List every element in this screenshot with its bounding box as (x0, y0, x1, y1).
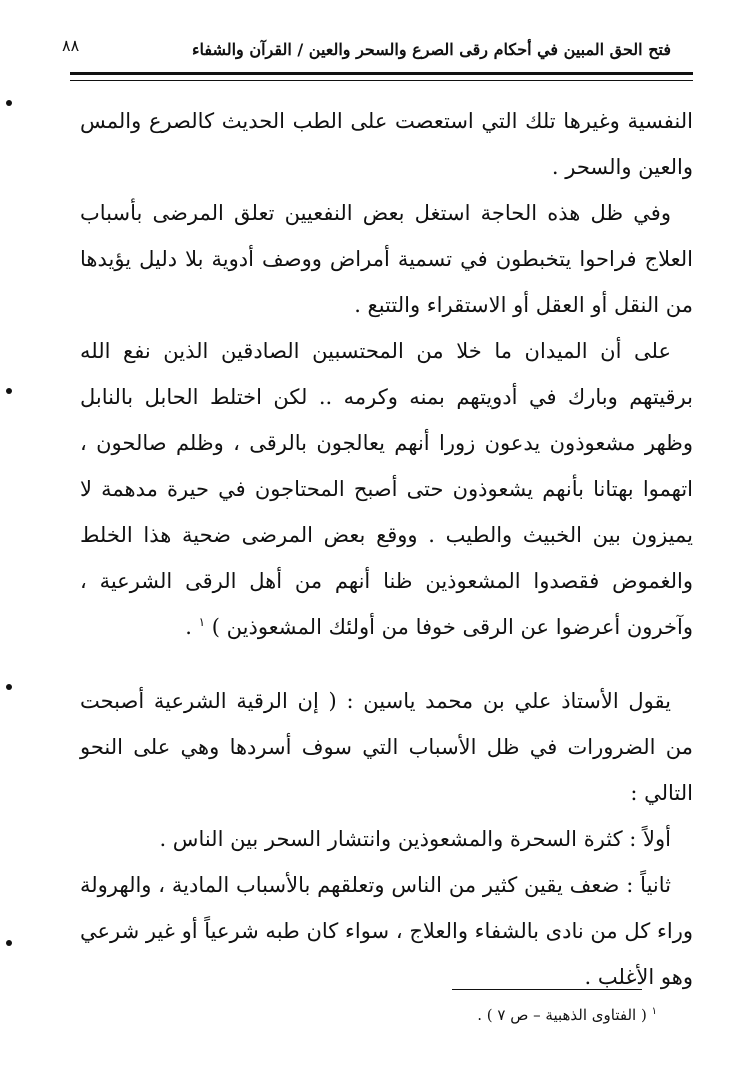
header-rule-thick (70, 72, 693, 75)
end-mark: . (185, 615, 192, 639)
margin-dot (6, 940, 12, 946)
header-rule-thin (70, 80, 693, 81)
paragraph: يقول الأستاذ علي بن محمد ياسين : ( إن الرقية الشرعية أصبحت من الضرورات في ظل الأسباب التي سوف أسردها وهي على النحو التالي : (80, 689, 693, 805)
paragraph: النفسية وغيرها تلك التي استعصت على الطب الحديث كالصرع والمس والعين والسحر . (80, 109, 693, 179)
footnote-reference[interactable]: ١ (198, 615, 206, 629)
body-text (80, 98, 693, 1000)
paragraph-text: على أن الميدان ما خلا من المحتسبين الصادقين الذين نفع الله برقيتهم وبارك في أدويتهم بمنه وكرمه .. لكن اختلط الحابل بالنابل وظهر مشعوذون يدعون زورا أنهم يعالجون بالرقى ، وظلم صالحون ، اتهموا بهتانا بأنهم يشعوذون حتى أصبح المحتاجون في حيرة مدهمة لا يميزون بين الخبيث والطيب . ووقع بعض المرضى ضحية هذا الخلط والغموض فقصدوا المشعوذين ظنا أنهم من أهل الرقى الشرعية ، وآخرون أعرضوا عن الرقى خوفا من أولئك المشعوذين ) (80, 339, 693, 639)
running-header: فتح الحق المبين في أحكام رقى الصرع والسحر والعين / القرآن والشفاء (191, 40, 671, 59)
paragraph (80, 328, 693, 650)
footnote-text: ( الفتاوى الذهبية – ص ٧ ) . (477, 1006, 647, 1024)
footnote-rule (452, 989, 642, 990)
paragraph: وفي ظل هذه الحاجة استغل بعض النفعيين تعلق المرضى بأسباب العلاج فراحوا يتخبطون في تسمية أمراض ووصف أدوية بلا دليل يؤيدها من النقل أو العقل أو الاستقراء والتتبع . (80, 201, 693, 317)
margin-dot (6, 100, 12, 106)
page-number: ٨٨ (62, 36, 80, 55)
margin-dot (6, 684, 12, 690)
paragraph-gap (80, 650, 693, 678)
list-item: ثانياً : ضعف يقين كثير من الناس وتعلقهم بالأسباب المادية ، والهرولة وراء كل من نادى بالشفاء والعلاج ، سواء كان طبه شرعياً أو غير شرعي وهو الأغلب . (80, 873, 693, 989)
list-item: أولاً : كثرة السحرة والمشعوذين وانتشار السحر بين الناس . (159, 827, 671, 851)
footnote (477, 1006, 657, 1024)
footnote-number: ١ (651, 1006, 657, 1017)
margin-dot (6, 388, 12, 394)
